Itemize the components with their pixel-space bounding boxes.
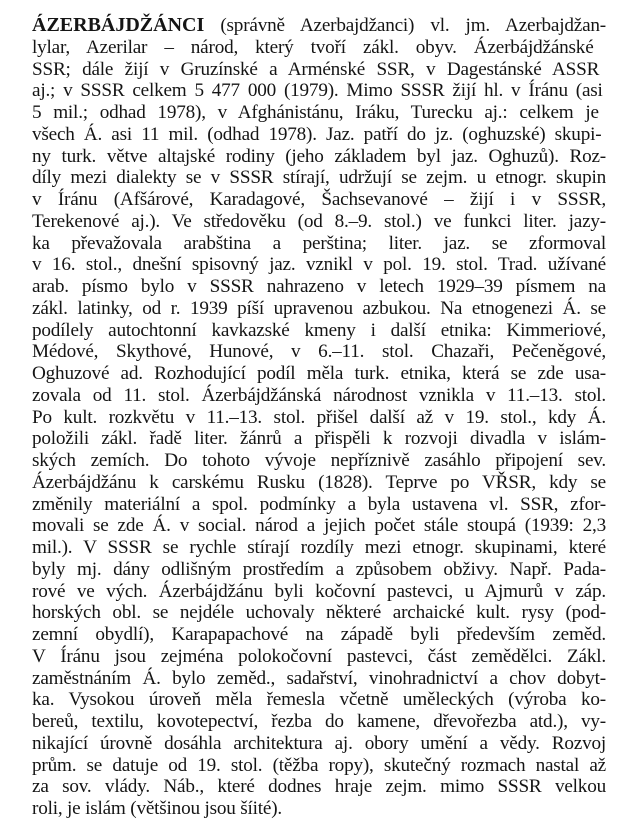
entry-line: horských obl. se nejdéle uchovaly některé archaické kult. rysy (pod- (32, 602, 606, 624)
entry-line: (správně Azerbajdžanci) vl. jm. Azerbajdžan- (204, 15, 606, 36)
entry-line: všech Á. asi 11 mil. (odhad 1978). Jaz. patří do jz. (oghuzské) skupi- (32, 123, 602, 145)
entry-line: nikající úrovně dosáhla architektura aj. obory umění a vědy. Rozvoj (32, 732, 606, 754)
entry-line: zákl. latinky, od r. 1939 píší upravenou azbukou. Na etnogenezi Á. se (32, 297, 606, 319)
entry-line: mil.). V SSSR se rychle stírají rozdíly mezi etnogr. skupinami, které (32, 537, 606, 558)
entry-line: rové ve vých. Ázerbájdžánu byli kočovní pastevci, u Ajmurů v záp. (32, 580, 606, 602)
entry-line: zemní obydlí), Karapapachové na západě byli především zeměd. (32, 624, 606, 645)
entry-line: bereů, textilu, kovotepectví, řezba do kamene, dřevořezba atd.), vy- (32, 711, 606, 732)
entry-line: aj.; v SSSR celkem 5 477 000 (1979). Mimo SSSR žijí hl. v Íránu (asi (32, 80, 603, 102)
entry-line: podílely autochtonní kavkazské kmeny i další etnika: Kimmeriové, (32, 319, 606, 341)
entry-line: byly mj. dány odlišným prostředím a způsobem obživy. Např. Pada- (32, 558, 606, 580)
encyclopedia-entry (32, 15, 606, 820)
entry-line: arab. písmo bylo v SSSR nahrazeno v letech 1929–39 písmem na (32, 276, 606, 297)
entry-line: změnily materiální a spol. podmínky a byla ustavena vl. SSR, zfor- (32, 493, 606, 515)
entry-line: movali se zde Á. v social. národ a jejich počet stále stoupá (1939: 2,3 (32, 515, 606, 537)
entry-line: ka. Vysokou úroveň měla řemesla včetně uměleckých (výroba ko- (32, 689, 606, 711)
entry-line: díly mezi dialekty se v SSSR stírají, udržují se zejm. u etnogr. skupin (32, 167, 606, 189)
entry-line: roli, je islám (většinou jsou šíité). (32, 798, 283, 819)
entry-line: ských zemích. Do tohoto vývoje nepříznivě zasáhlo připojení sev. (32, 450, 606, 471)
entry-line: Po kult. rozkvětu v 11.–13. stol. přišel další až v 19. stol., kdy Á. (32, 406, 606, 428)
headword: ÁZERBÁJDŽÁNCI (32, 14, 205, 36)
entry-line: SSR; dále žijí v Gruzínské a Arménské SSR, v Dagestánské ASSR (32, 58, 600, 80)
entry-line: položili zákl. řadě liter. žánrů a přispěli k rozvoji divadla v islám- (32, 428, 606, 450)
entry-line: zaměstnáním Á. bylo zeměd., sadařství, vinohradnictví a chov dobyt- (32, 667, 606, 689)
entry-line: Médové, Skythové, Hunové, v 6.–11. stol. Chazaři, Pečeněgové, (32, 341, 606, 363)
entry-line-first (32, 15, 606, 37)
entry-line: prům. se datuje od 19. stol. (těžba ropy), skutečný rozmach nastal až (32, 754, 606, 776)
entry-line: 5 mil.; odhad 1978), v Afghánistánu, Iráku, Turecku aj.: celkem je (32, 102, 599, 123)
entry-line: lylar, Azerilar – národ, který tvoří zákl. obyv. Ázerbájdžánské (32, 36, 594, 58)
entry-line: ny turk. větve altajské rodiny (jeho základem byl jaz. Oghuzů). Roz- (32, 145, 606, 167)
entry-line: zovala od 11. stol. Ázerbájdžánská národnost vznikla v 11.–13. stol. (32, 384, 606, 406)
entry-line: v Íránu (Afšárové, Karadagové, Šachsevanové – žijí i v SSSR, (32, 189, 606, 210)
entry-line: V Íránu jsou zejména polokočovní pastevci, část zemědělci. Zákl. (32, 645, 606, 667)
entry-line: Ázerbájdžánu k carskému Rusku (1828). Teprve po VŘSR, kdy se (32, 471, 606, 493)
entry-line: Oghuzové ad. Rozhodující podíl měla turk. etnika, která se zde usa- (32, 363, 606, 384)
entry-line: Terekenové aj.). Ve středověku (od 8.–9. stol.) ve funkci liter. jazy- (32, 210, 606, 232)
entry-line: za sov. vlády. Náb., které dodnes hraje zejm. mimo SSSR velkou (32, 776, 606, 798)
entry-line: ka převažovala arabština a perština; liter. jaz. se zformoval (32, 232, 606, 254)
entry-line: v 16. stol., dnešní spisovný jaz. vznikl v pol. 19. stol. Trad. užívané (32, 254, 606, 276)
